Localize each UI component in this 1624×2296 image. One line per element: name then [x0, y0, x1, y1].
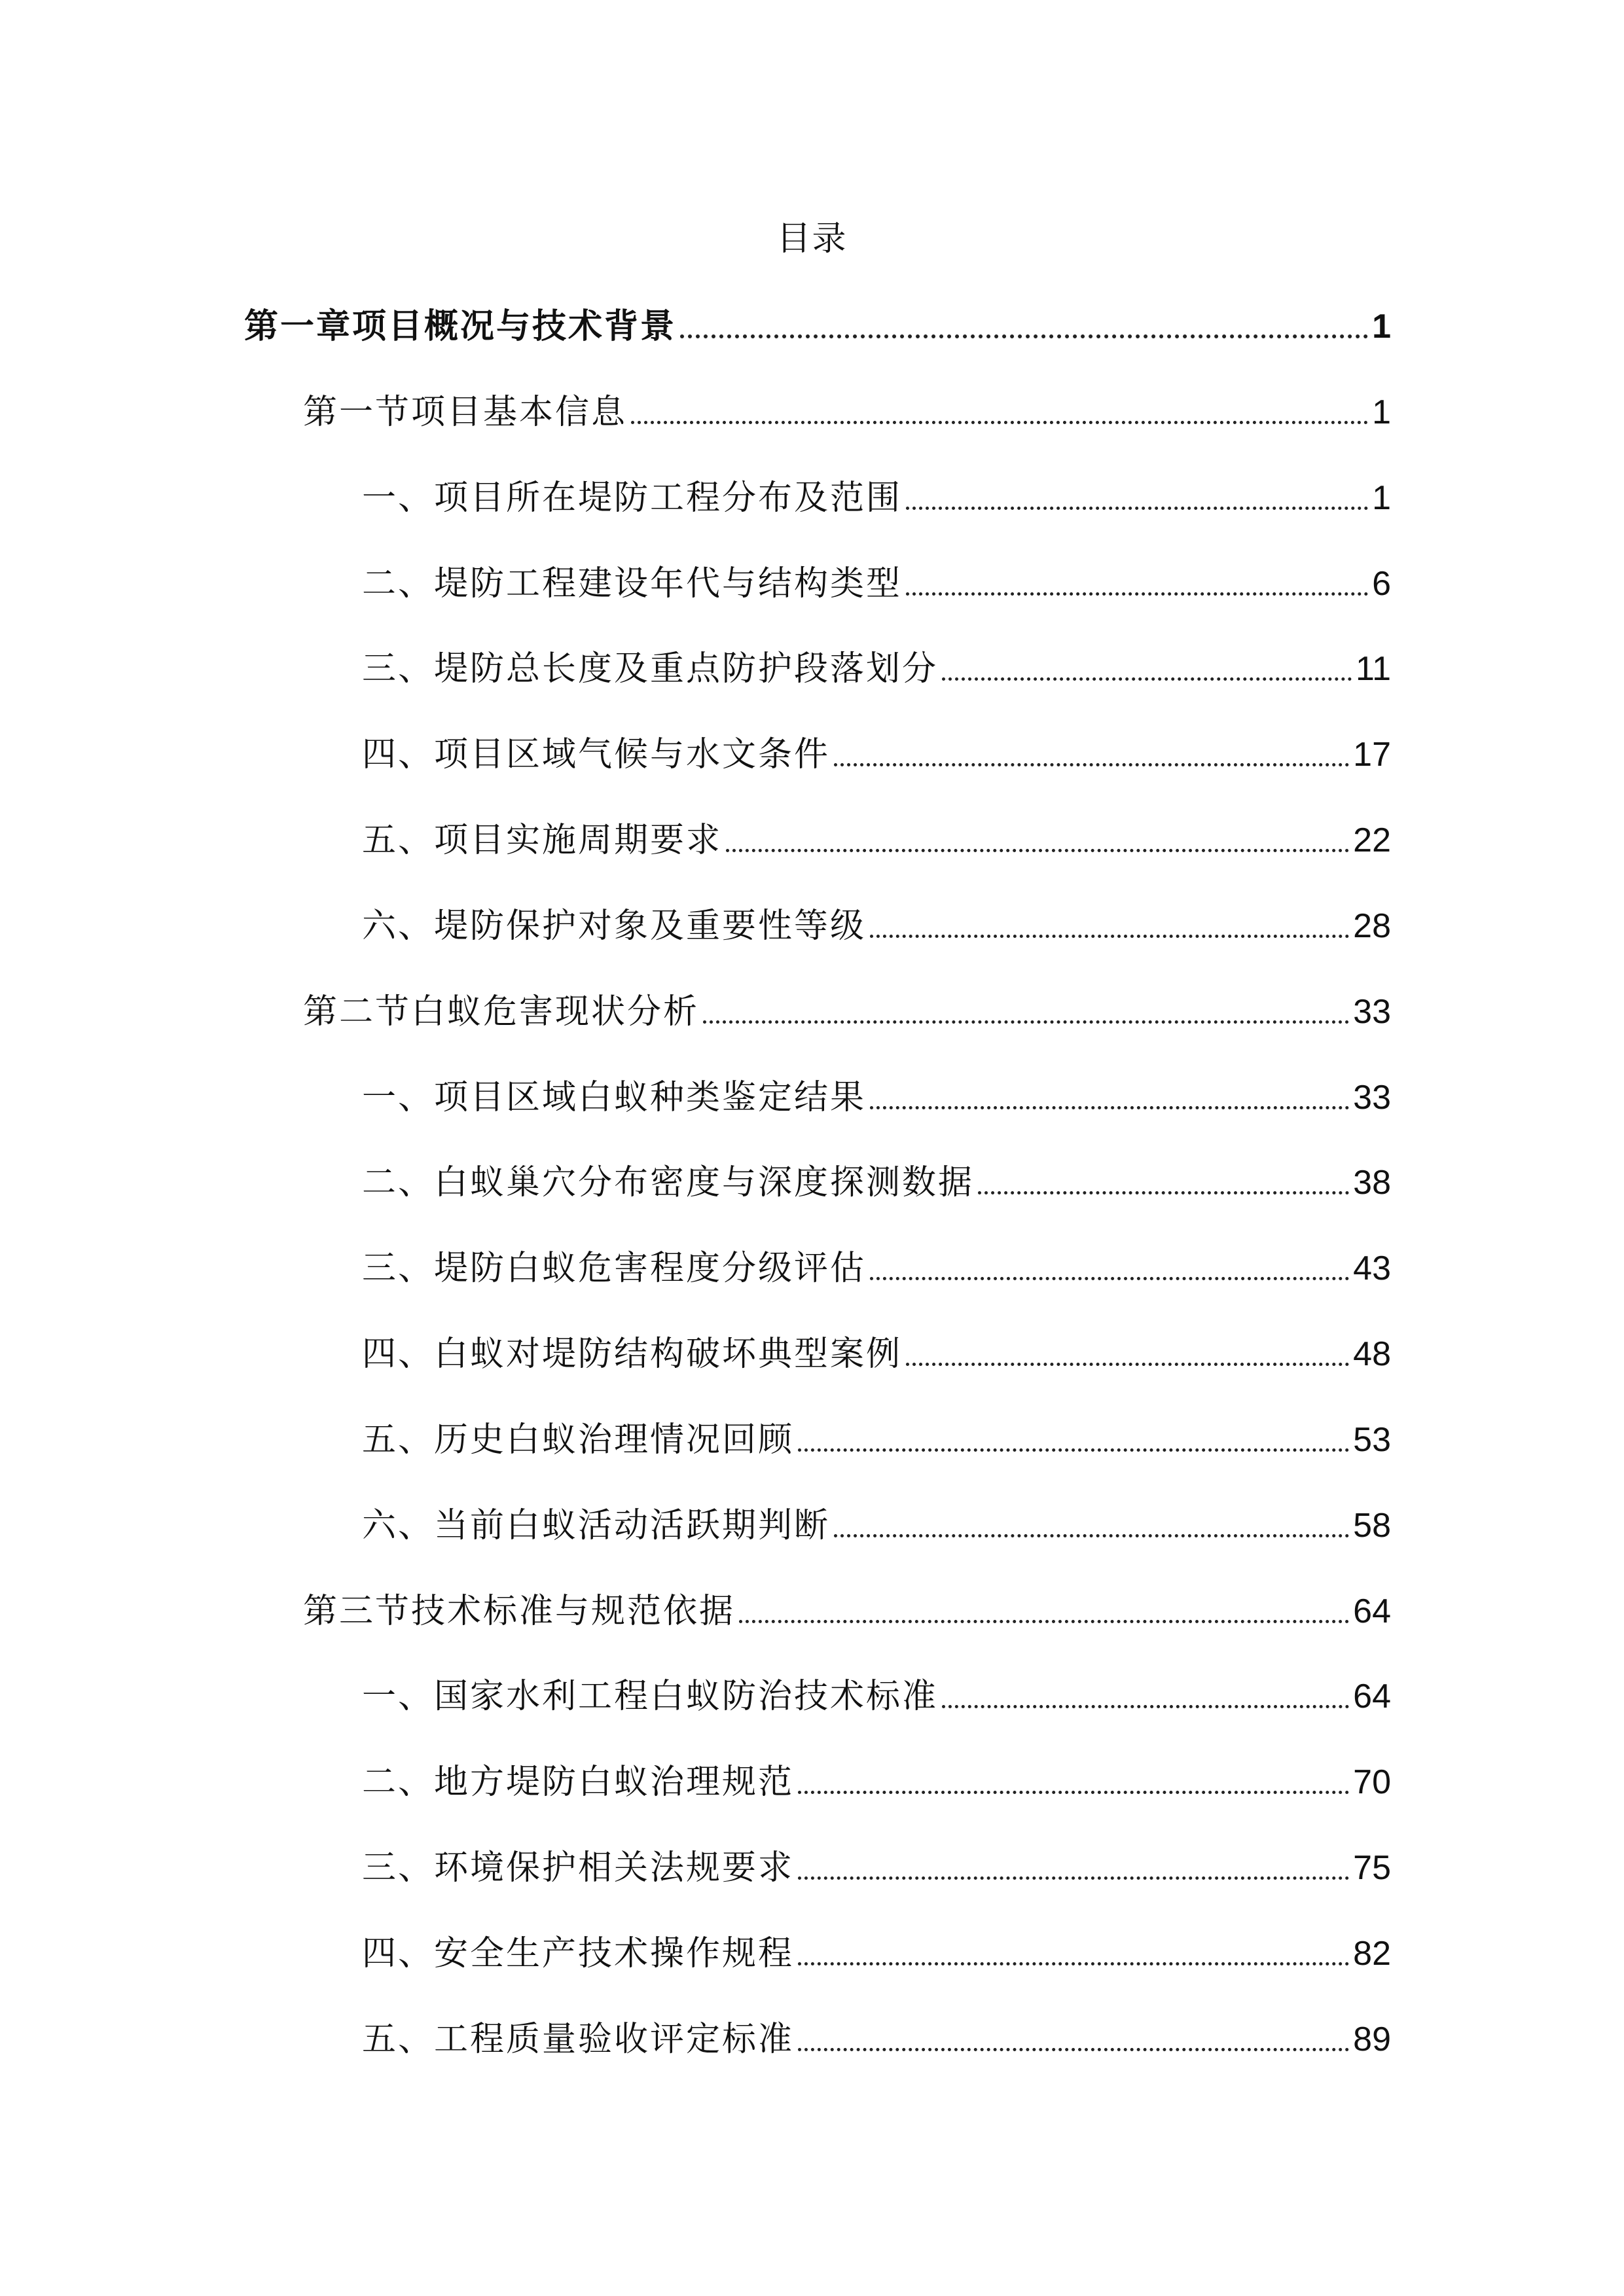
toc-entry-subsection[interactable]: [362, 643, 1391, 695]
toc-entry-subsection[interactable]: [362, 1157, 1391, 1209]
toc-page-number: 33: [1353, 993, 1391, 1031]
toc-entry-subsection[interactable]: [362, 1928, 1391, 1980]
toc-entry-text: 一、项目所在堤防工程分布及范围: [362, 478, 903, 518]
dot-leader: [798, 1962, 1349, 1965]
toc-page-number: 48: [1353, 1335, 1391, 1373]
toc-entry-subsection[interactable]: [362, 472, 1391, 524]
toc-entry-section[interactable]: [303, 1585, 1391, 1638]
toc-entry-text: 一、项目区域白蚁种类鉴定结果: [362, 1078, 867, 1117]
toc-entry-text: 第一节项目基本信息: [303, 393, 628, 432]
toc-entry-section[interactable]: [303, 986, 1391, 1038]
toc-page-number: 1: [1372, 308, 1391, 346]
toc-entry-text: 四、项目区域气候与水文条件: [362, 735, 831, 774]
dot-leader: [680, 334, 1368, 338]
toc-page-number: 53: [1353, 1421, 1391, 1459]
toc-entry-text: 六、堤防保护对象及重要性等级: [362, 906, 867, 946]
dot-leader: [906, 592, 1368, 596]
dot-leader: [870, 1106, 1349, 1109]
toc-entry-text: 第一章项目概况与技术背景: [244, 307, 677, 346]
toc-page-number: 58: [1353, 1507, 1391, 1545]
toc-entry-subsection[interactable]: [362, 1414, 1391, 1466]
toc-entry-subsection[interactable]: [362, 2013, 1391, 2066]
toc-page-number: 64: [1353, 1677, 1391, 1715]
toc-entry-text: 三、堤防总长度及重点防护段落划分: [362, 649, 939, 689]
dot-leader: [798, 2048, 1349, 2051]
toc-entry-section[interactable]: [303, 386, 1391, 439]
toc-page-number: 1: [1372, 393, 1391, 431]
toc-entry-text: 五、历史白蚁治理情况回顾: [362, 1420, 795, 1460]
toc-entry-text: 五、项目实施周期要求: [362, 821, 723, 860]
toc-entry-text: 三、环境保护相关法规要求: [362, 1848, 795, 1888]
toc-page-number: 1: [1372, 479, 1391, 517]
toc-page-number: 33: [1353, 1079, 1391, 1117]
dot-leader: [798, 1448, 1349, 1452]
toc-page-number: 17: [1353, 736, 1391, 774]
toc-entry-subsection[interactable]: [362, 1499, 1391, 1552]
toc-title: 目录: [776, 219, 848, 259]
toc-page-number: 38: [1353, 1164, 1391, 1202]
dot-leader: [834, 763, 1349, 766]
toc-page-number: 43: [1353, 1249, 1391, 1287]
toc-entry-subsection[interactable]: [362, 1842, 1391, 1894]
dot-leader: [942, 677, 1352, 681]
toc-entry-text: 五、工程质量验收评定标准: [362, 2020, 795, 2059]
dot-leader: [726, 849, 1349, 852]
toc-entry-subsection[interactable]: [362, 728, 1391, 781]
dot-leader: [906, 1363, 1349, 1366]
toc-entry-subsection[interactable]: [362, 1071, 1391, 1124]
toc-entry-subsection[interactable]: [362, 1670, 1391, 1723]
toc-page-number: 6: [1372, 565, 1391, 603]
toc-page-number: 82: [1353, 1935, 1391, 1973]
toc-entry-subsection[interactable]: [362, 1756, 1391, 1808]
toc-entry-text: 四、安全生产技术操作规程: [362, 1934, 795, 1973]
toc-entry-text: 六、当前白蚁活动活跃期判断: [362, 1506, 831, 1545]
dot-leader: [870, 1277, 1349, 1280]
dot-leader: [834, 1534, 1349, 1537]
toc-page-number: 64: [1353, 1592, 1391, 1630]
toc-page-number: 22: [1353, 821, 1391, 859]
dot-leader: [942, 1705, 1349, 1708]
toc-entry-subsection[interactable]: [362, 1242, 1391, 1295]
toc-page-number: 75: [1353, 1849, 1391, 1887]
toc-entry-text: 一、国家水利工程白蚁防治技术标准: [362, 1677, 939, 1716]
toc-entry-text: 三、堤防白蚁危害程度分级评估: [362, 1249, 867, 1288]
toc-entry-chapter-1[interactable]: [244, 300, 1391, 353]
dot-leader: [739, 1620, 1349, 1623]
toc-page-number: 28: [1353, 907, 1391, 945]
dot-leader: [978, 1191, 1349, 1194]
dot-leader: [906, 507, 1368, 510]
toc-entry-text: 第三节技术标准与规范依据: [303, 1592, 736, 1631]
toc-entry-text: 第二节白蚁危害现状分析: [303, 992, 700, 1031]
toc-entry-subsection[interactable]: [362, 814, 1391, 867]
dot-leader: [703, 1020, 1349, 1024]
toc-entry-text: 四、白蚁对堤防结构破坏典型案例: [362, 1335, 903, 1374]
toc-page-number: 11: [1356, 650, 1391, 688]
toc-entry-subsection[interactable]: [362, 558, 1391, 610]
toc-entry-subsection[interactable]: [362, 900, 1391, 952]
toc-entry-subsection[interactable]: [362, 1328, 1391, 1380]
toc-entry-text: 二、地方堤防白蚁治理规范: [362, 1763, 795, 1802]
dot-leader: [798, 1791, 1349, 1794]
toc-entry-text: 二、白蚁巢穴分布密度与深度探测数据: [362, 1163, 975, 1202]
dot-leader: [631, 421, 1368, 424]
toc-page-number: 70: [1353, 1763, 1391, 1801]
toc-entry-text: 二、堤防工程建设年代与结构类型: [362, 564, 903, 603]
dot-leader: [798, 1876, 1349, 1880]
toc-page-number: 89: [1353, 2020, 1391, 2058]
dot-leader: [870, 935, 1349, 938]
